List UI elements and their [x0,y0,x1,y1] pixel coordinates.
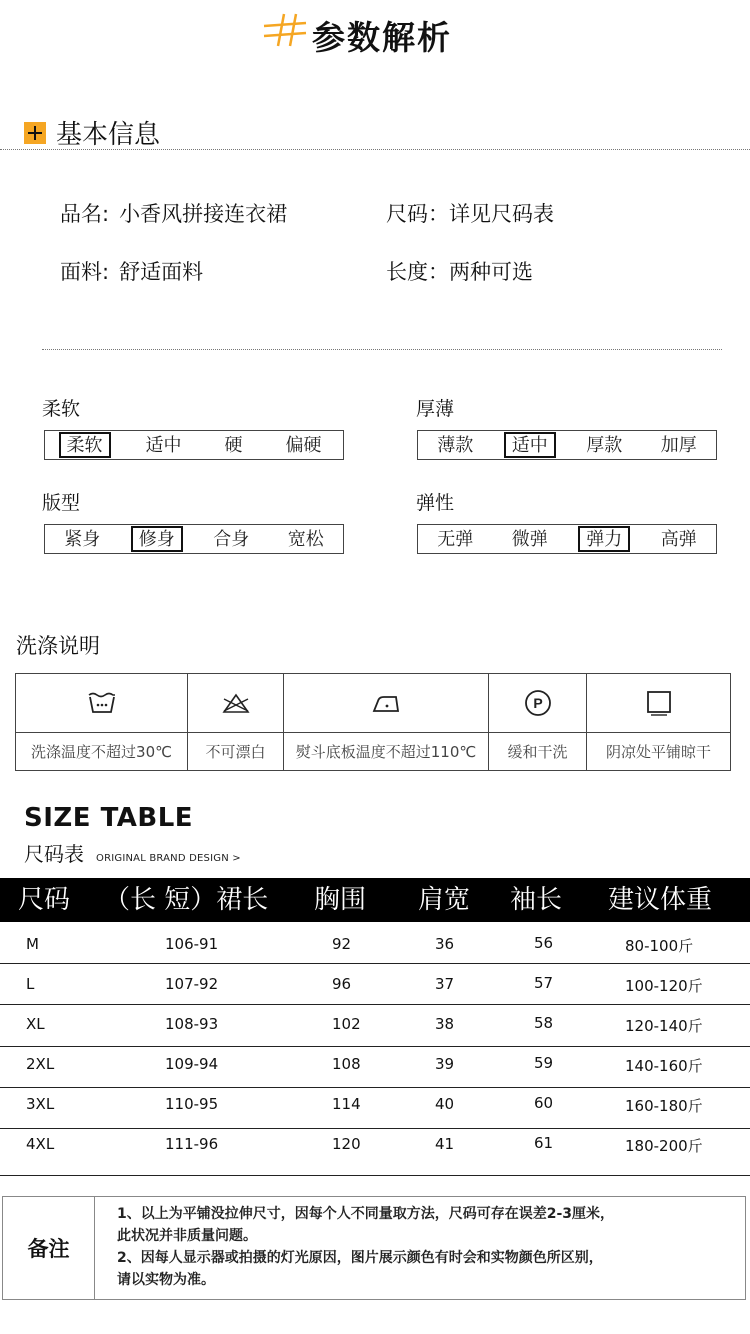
remark-body [95,1197,745,1299]
info-value: 详见尺码表 [449,202,554,226]
cell-shoulder: 39 [435,1055,455,1073]
divider [42,349,722,350]
attr-option: 合身 [213,529,250,550]
cell-shoulder: 37 [435,975,455,993]
col-header: 建议体重 [608,885,713,915]
col-header: （长 短）裙长 [104,885,269,915]
wash-tub-icon [87,691,117,715]
attr-elasticity-scale [417,524,717,554]
basic-info-heading [24,114,160,151]
attr-option-selected: 适中 [504,432,556,458]
cell-size: 2XL [26,1055,55,1073]
cell-chest: 120 [332,1135,361,1153]
wash-text: 熨斗底板温度不超过110℃ [295,743,477,761]
wash-item [587,674,730,770]
attr-thickness-label: 厚薄 [416,398,455,420]
attr-option: 适中 [145,435,182,456]
remark-line: 请以实物为准。 [117,1272,215,1288]
remark-line: 2、因每人显示器或拍摄的灯光原因，图片展示颜色有时会和实物颜色所区别， [117,1250,603,1266]
info-value: 两种可选 [449,260,533,284]
basic-info-title: 基本信息 [56,120,161,150]
attr-option: 硬 [224,435,243,456]
info-key: 品名: [60,202,110,226]
info-length [386,256,533,286]
cell-size: 4XL [26,1135,55,1153]
cell-weight: 180-200斤 [625,1137,703,1155]
attr-option: 偏硬 [285,435,322,456]
wash-item [16,674,188,770]
remark-box [2,1196,746,1300]
cell-sleeve: 60 [534,1094,554,1112]
size-table-title: SIZE TABLE [24,803,194,833]
info-size [386,198,554,228]
dry-clean-p-icon [523,688,553,718]
attr-softness-scale [44,430,344,460]
attr-option-selected: 柔软 [59,432,111,458]
row-divider [0,963,750,964]
attr-option-selected: 修身 [131,526,183,552]
remark-line: 1、以上为平铺没拉伸尺寸，因每个人不同量取方法，尺码可存在误差2-3厘米， [117,1206,615,1222]
wash-item [188,674,284,770]
cell-sleeve: 59 [534,1054,554,1072]
cell-size: XL [26,1015,45,1033]
col-header: 胸围 [314,885,367,915]
size-subtitle-en: ORIGINAL BRAND DESIGN > [96,853,241,864]
remark-label: 备注 [3,1197,95,1299]
cell-chest: 108 [332,1055,361,1073]
cell-weight: 100-120斤 [625,977,703,995]
cell-shoulder: 41 [435,1135,455,1153]
info-key: 尺码： [386,202,449,226]
attr-option: 微弹 [511,529,548,550]
info-value: 舒适面料 [119,260,204,284]
iron-icon [370,691,402,715]
cell-weight: 120-140斤 [625,1017,703,1035]
attr-option: 厚款 [586,435,623,456]
attr-fit-label: 版型 [42,492,81,514]
row-divider [0,1087,750,1088]
cell-weight: 80-100斤 [625,937,694,955]
cell-chest: 102 [332,1015,361,1033]
svg-text:P: P [532,695,543,711]
wash-text: 缓和干洗 [507,743,568,761]
info-product-name [60,198,287,228]
attr-option: 高弹 [660,529,697,550]
attr-option: 宽松 [287,529,324,550]
cell-chest: 92 [332,935,352,953]
row-divider [0,1128,750,1129]
row-divider [0,1175,750,1176]
row-divider [0,1004,750,1005]
attr-softness-label: 柔软 [42,398,81,420]
page-title: 参数解析 [312,18,452,57]
no-bleach-icon [221,691,251,715]
page-header [0,0,750,62]
wash-item [489,674,587,770]
wash-title: 洗涤说明 [16,634,100,658]
cell-weight: 160-180斤 [625,1097,703,1115]
size-subtitle-cn: 尺码表 [24,842,84,866]
cell-sleeve: 56 [534,934,554,952]
col-header: 肩宽 [418,885,471,915]
cell-sleeve: 61 [534,1134,554,1152]
info-fabric [60,256,203,286]
cell-length: 108-93 [165,1015,219,1033]
cell-length: 110-95 [165,1095,219,1113]
wash-text: 洗涤温度不超过30℃ [31,743,172,761]
cell-size: 3XL [26,1095,55,1113]
dry-flat-icon [645,689,673,717]
info-key: 长度： [386,260,449,284]
wash-text: 不可漂白 [205,743,266,761]
cell-shoulder: 40 [435,1095,455,1113]
cell-weight: 140-160斤 [625,1057,703,1075]
cell-chest: 96 [332,975,352,993]
divider [0,149,750,150]
attr-fit-scale [44,524,344,554]
attr-option: 加厚 [660,435,697,456]
wash-text: 阴凉处平铺晾干 [605,743,711,761]
size-table-header [0,878,750,922]
attr-option: 薄款 [437,435,474,456]
attr-option-selected: 弹力 [578,526,630,552]
cell-length: 111-96 [165,1135,219,1153]
cell-sleeve: 58 [534,1014,554,1032]
info-key: 面料: [60,260,110,284]
wash-instructions-table [15,673,731,771]
cell-length: 107-92 [165,975,219,993]
attr-option: 无弹 [437,529,474,550]
cell-sleeve: 57 [534,974,554,992]
remark-line: 此状况并非质量问题。 [117,1228,257,1244]
cell-size: M [26,935,39,953]
row-divider [0,1046,750,1047]
cell-size: L [26,975,35,993]
cell-shoulder: 38 [435,1015,455,1033]
hash-decoration-icon [262,12,308,48]
cell-shoulder: 36 [435,935,455,953]
cell-length: 106-91 [165,935,219,953]
attr-option: 紧身 [64,529,101,550]
wash-item [284,674,489,770]
attr-elasticity-label: 弹性 [416,492,455,514]
col-header: 袖长 [510,885,563,915]
plus-icon [24,122,46,144]
cell-chest: 114 [332,1095,361,1113]
attr-thickness-scale [417,430,717,460]
size-table-subtitle [24,838,241,867]
info-value: 小香风拼接连衣裙 [119,202,288,226]
cell-length: 109-94 [165,1055,219,1073]
col-header: 尺码 [18,885,71,915]
